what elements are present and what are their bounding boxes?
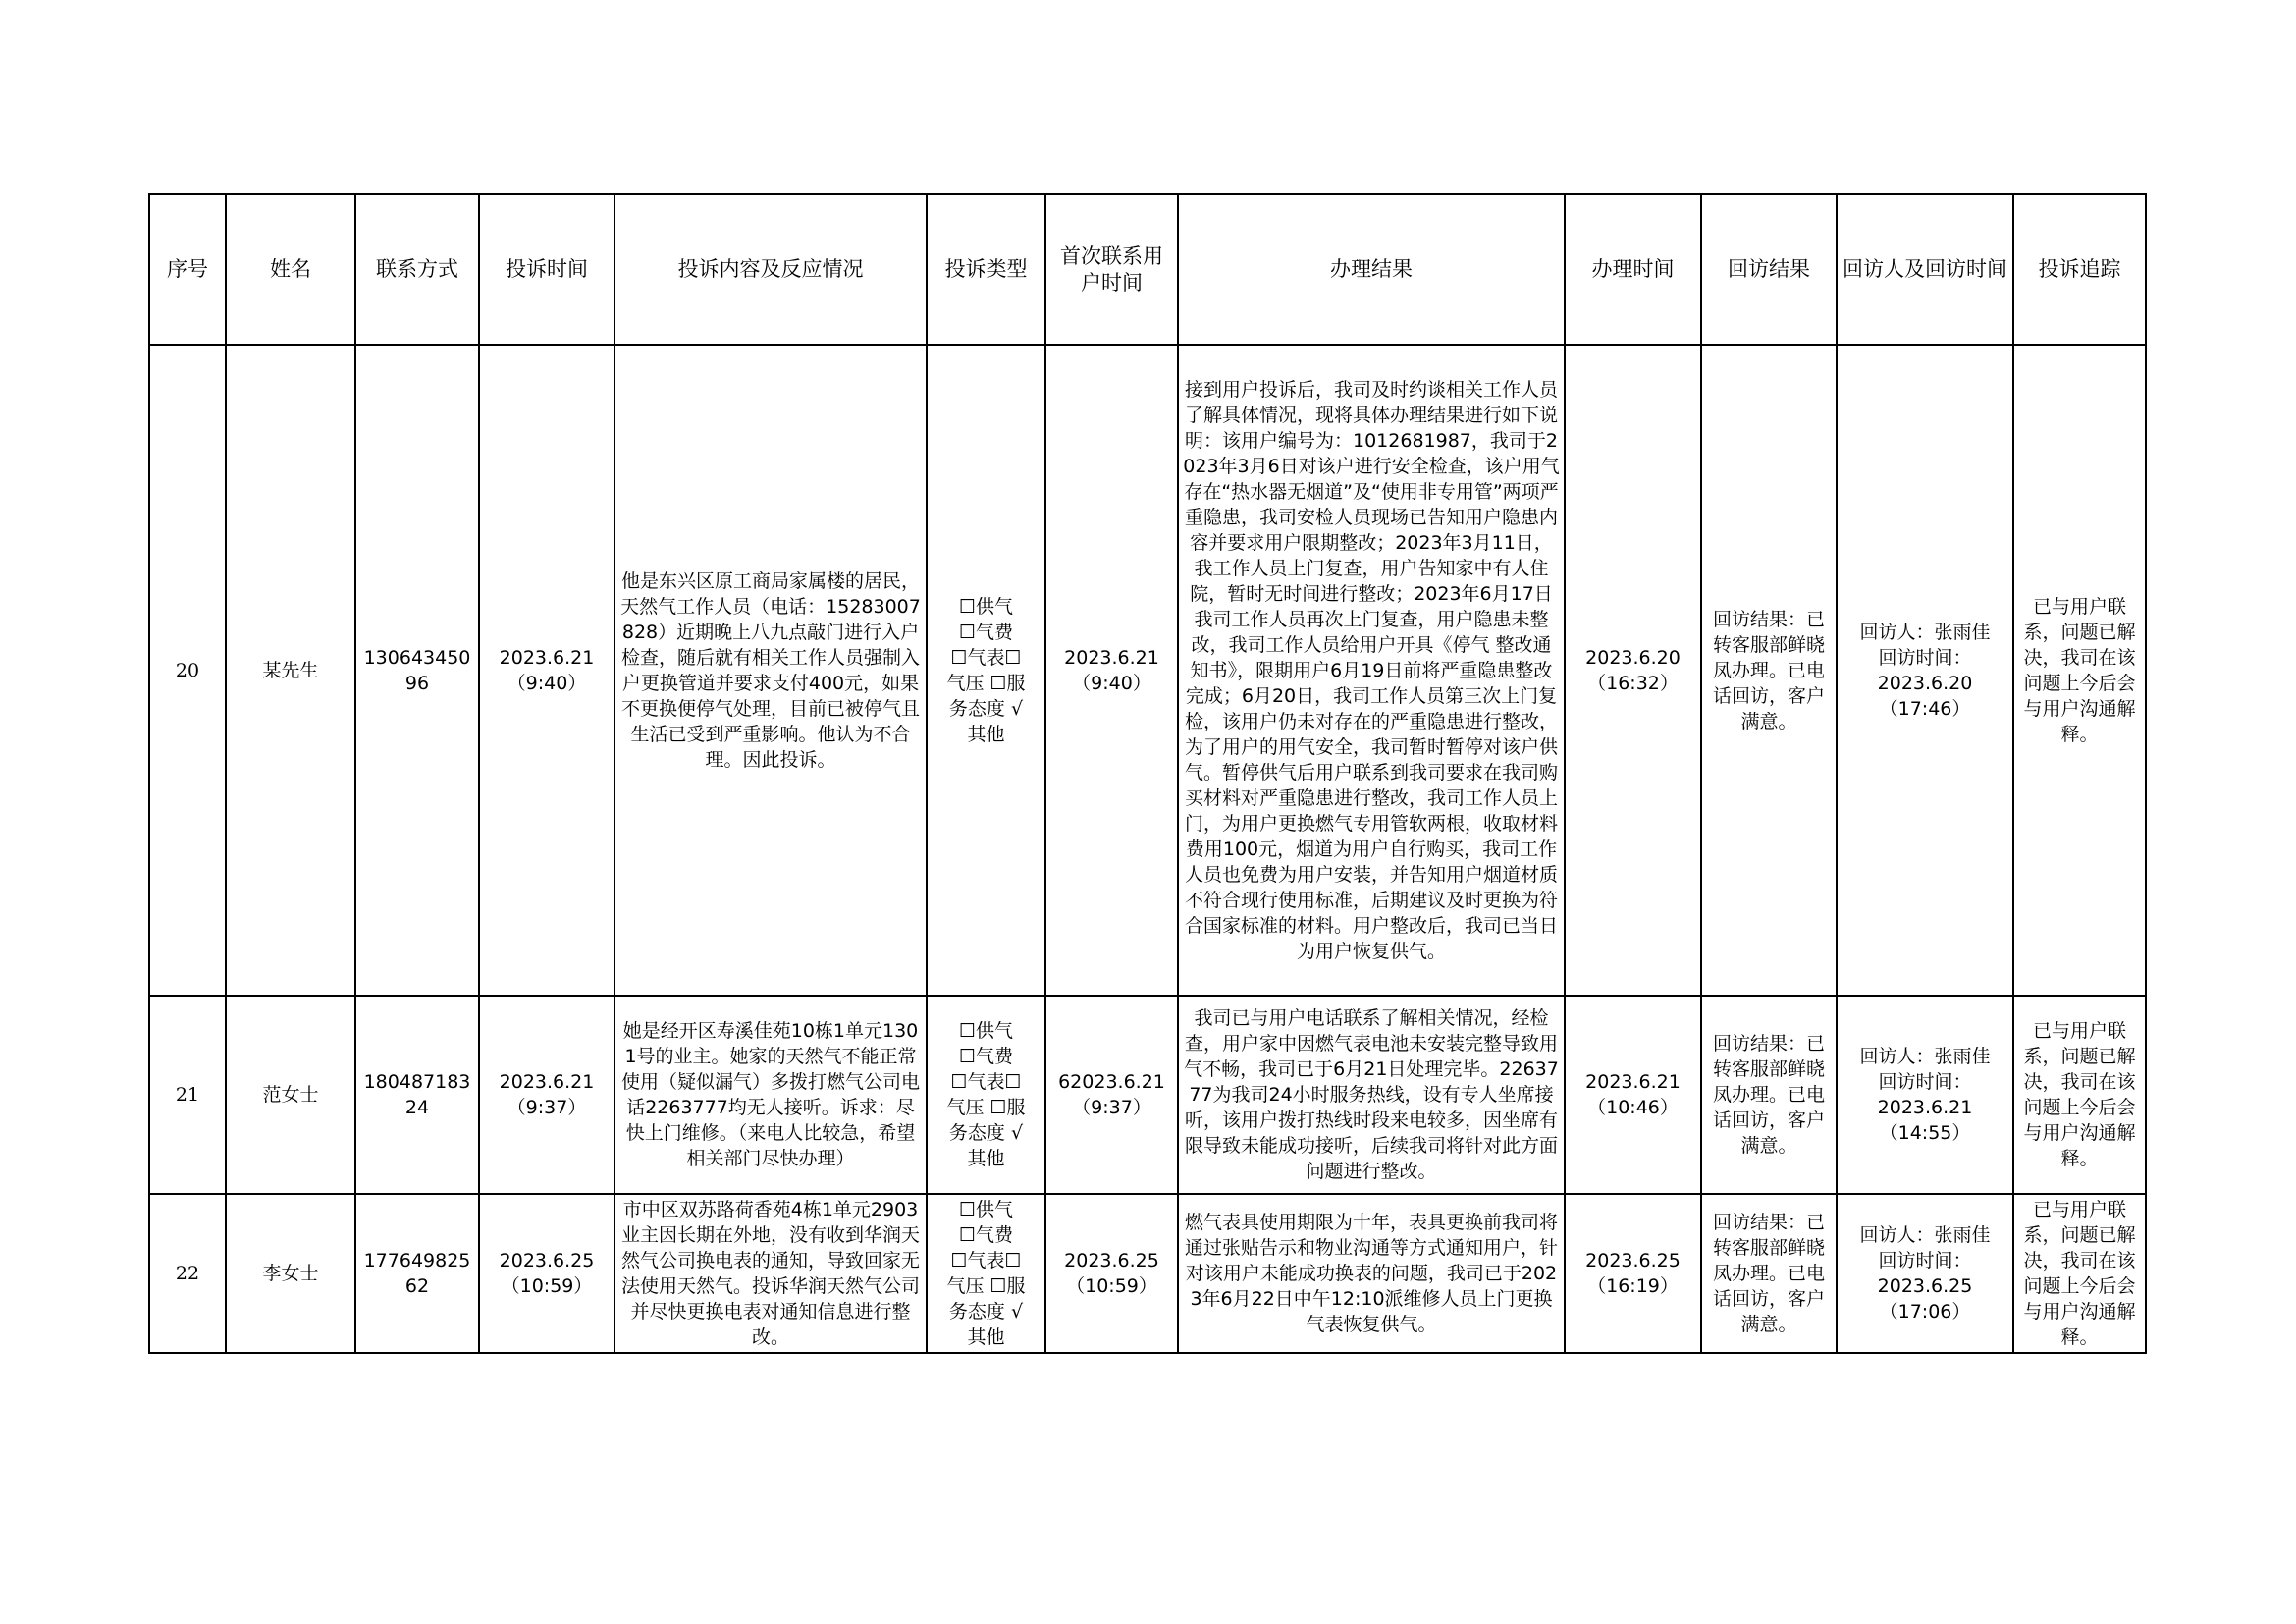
- header-visit-result: 回访结果: [1701, 194, 1837, 345]
- header-handling-result: 办理结果: [1178, 194, 1565, 345]
- cell-phone: 18048718324: [355, 996, 479, 1194]
- cell-seq: 21: [149, 996, 226, 1194]
- cell-tracking: 已与用户联系，问题已解决，我司在该问题上今后会与用户沟通解释。: [2013, 1194, 2146, 1353]
- header-complaint-type: 投诉类型: [927, 194, 1045, 345]
- header-seq: 序号: [149, 194, 226, 345]
- header-tracking: 投诉追踪: [2013, 194, 2146, 345]
- header-handling-time: 办理时间: [1565, 194, 1701, 345]
- cell-seq: 20: [149, 345, 226, 996]
- cell-handling-time: 2023.6.21 （10:46）: [1565, 996, 1701, 1194]
- cell-complaint-content: 市中区双苏路荷香苑4栋1单元2903业主因长期在外地，没有收到华润天然气公司换电表的通知，导致回家无法使用天然气。投诉华润天然气公司并尽快更换电表对通知信息进行整改。: [614, 1194, 927, 1353]
- cell-handling-result: 接到用户投诉后，我司及时约谈相关工作人员了解具体情况，现将具体办理结果进行如下说明：该用户编号为：1012681987，我司于2023年3月6日对该户进行安全检查，该户用气存在“热水器无烟道”及“使用非专用管”两项严重隐患，我司安检人员现场已告知用户隐患内容并要求用户限期整改；2023年3月11日，我工作人员上门复查，用户告知家中有人住院，暂时无时间进行整改；2023年6月17日我司工作人员再次上门复查，用户隐患未整改，我司工作人员给用户开具《停气 整改通知书》，限期用户6月19日前将严重隐患整改完成；6月20日，我司工作人员第三次上门复检，该用户仍未对存在的严重隐患进行整改，为了用户的用气安全，我司暂时暂停对该户供气。暂停供气后用户联系到我司要求在我司购买材料对严重隐患进行整改，我司工作人员上门，为用户更换燃气专用管软两根，收取材料费用100元，烟道为用户自行购买，我司工作人员也免费为用户安装，并告知用户烟道材质不符合现行使用标准，后期建议及时更换为符合国家标准的材料。用户整改后，我司已当日为用户恢复供气。: [1178, 345, 1565, 996]
- cell-handling-time: 2023.6.25 （16:19）: [1565, 1194, 1701, 1353]
- cell-name: 某先生: [226, 345, 355, 996]
- header-first-contact-time: 首次联系用户时间: [1045, 194, 1178, 345]
- table-row: [149, 345, 2146, 996]
- cell-visit-result: 回访结果：已转客服部鲜晓凤办理。已电话回访，客户满意。: [1701, 996, 1837, 1194]
- cell-seq: 22: [149, 1194, 226, 1353]
- cell-complaint-type: ☐供气 ☐气费 ☐气表☐ 气压 ☐服 务态度 √ 其他: [927, 345, 1045, 996]
- header-complaint-content: 投诉内容及反应情况: [614, 194, 927, 345]
- table-row: [149, 996, 2146, 1194]
- cell-complaint-content: 他是东兴区原工商局家属楼的居民，天然气工作人员（电话：15283007828）近期晚上八九点敲门进行入户检查，随后就有相关工作人员强制入户更换管道并要求支付400元，如果不更换便停气处理，目前已被停气且生活已受到严重影响。他认为不合理。因此投诉。: [614, 345, 927, 996]
- header-complaint-time: 投诉时间: [479, 194, 614, 345]
- cell-tracking: 已与用户联系，问题已解决，我司在该问题上今后会与用户沟通解释。: [2013, 345, 2146, 996]
- cell-visitor-and-time: 回访人：张雨佳 回访时间： 2023.6.25 （17:06）: [1837, 1194, 2013, 1353]
- complaint-table: [148, 193, 2147, 1354]
- cell-visit-result: 回访结果：已转客服部鲜晓凤办理。已电话回访，客户满意。: [1701, 345, 1837, 996]
- cell-complaint-type: ☐供气 ☐气费 ☐气表☐ 气压 ☐服 务态度 √ 其他: [927, 996, 1045, 1194]
- cell-complaint-type: ☐供气 ☐气费 ☐气表☐ 气压 ☐服 务态度 √ 其他: [927, 1194, 1045, 1353]
- cell-complaint-time: 2023.6.21 （9:37）: [479, 996, 614, 1194]
- cell-visitor-and-time: 回访人：张雨佳 回访时间： 2023.6.20 （17:46）: [1837, 345, 2013, 996]
- header-contact: 联系方式: [355, 194, 479, 345]
- cell-handling-result: 我司已与用户电话联系了解相关情况，经检查，用户家中因燃气表电池未安装完整导致用气不畅，我司已于6月21日处理完毕。2263777为我司24小时服务热线，设有专人坐席接听，该用户拨打热线时段来电较多，因坐席有限导致未能成功接听，后续我司将针对此方面问题进行整改。: [1178, 996, 1565, 1194]
- complaint-sheet: [148, 193, 2145, 1354]
- cell-first-contact-time: 2023.6.25 （10:59）: [1045, 1194, 1178, 1353]
- cell-complaint-content: 她是经开区寿溪佳苑10栋1单元1301号的业主。她家的天然气不能正常使用（疑似漏气）多拨打燃气公司电话2263777均无人接听。诉求：尽快上门维修。（来电人比较急，希望相关部门尽快办理）: [614, 996, 927, 1194]
- header-visitor-and-time: 回访人及回访时间: [1837, 194, 2013, 345]
- header-name: 姓名: [226, 194, 355, 345]
- cell-name: 李女士: [226, 1194, 355, 1353]
- cell-phone: 13064345096: [355, 345, 479, 996]
- cell-name: 范女士: [226, 996, 355, 1194]
- cell-visit-result: 回访结果：已转客服部鲜晓凤办理。已电话回访，客户满意。: [1701, 1194, 1837, 1353]
- cell-phone: 17764982562: [355, 1194, 479, 1353]
- cell-complaint-time: 2023.6.25 （10:59）: [479, 1194, 614, 1353]
- cell-complaint-time: 2023.6.21 （9:40）: [479, 345, 614, 996]
- table-header-row: [149, 194, 2146, 345]
- cell-handling-time: 2023.6.20 （16:32）: [1565, 345, 1701, 996]
- table-row: [149, 1194, 2146, 1353]
- cell-first-contact-time: 62023.6.21 （9:37）: [1045, 996, 1178, 1194]
- cell-tracking: 已与用户联系，问题已解决，我司在该问题上今后会与用户沟通解释。: [2013, 996, 2146, 1194]
- cell-handling-result: 燃气表具使用期限为十年，表具更换前我司将通过张贴告示和物业沟通等方式通知用户，针对该用户未能成功换表的问题，我司已于2023年6月22日中午12:10派维修人员上门更换气表恢复供气。: [1178, 1194, 1565, 1353]
- cell-first-contact-time: 2023.6.21 （9:40）: [1045, 345, 1178, 996]
- cell-visitor-and-time: 回访人：张雨佳 回访时间： 2023.6.21 （14:55）: [1837, 996, 2013, 1194]
